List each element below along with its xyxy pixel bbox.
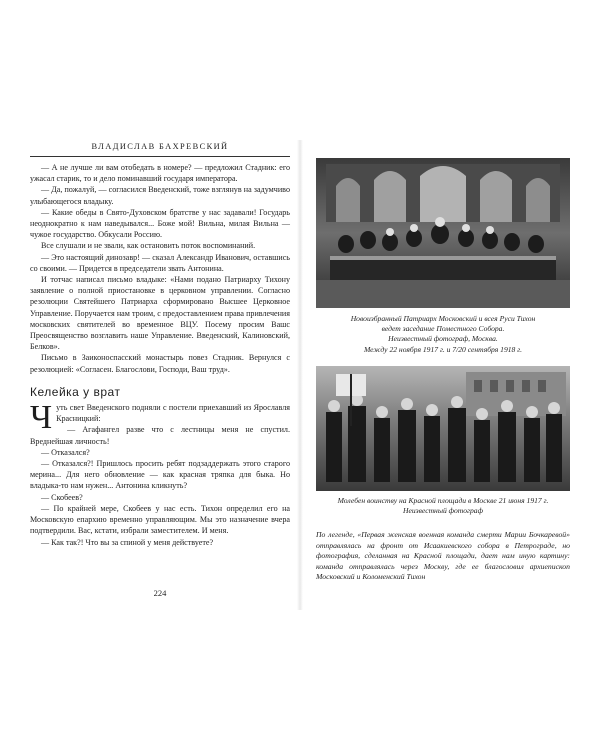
caption-line: ведет заседание Поместного Собора. xyxy=(381,324,505,334)
first-paragraph-text: уть свет Введенского подняли с постели приехавший из Ярославля Красницкий: xyxy=(56,403,290,424)
caption-line: Молебен воинству на Красной площади в Москве 21 июня 1917 г. xyxy=(337,496,549,505)
caption-line: Между 22 ноября 1917 г. и 7/20 сентября 1918 г. xyxy=(363,344,523,354)
red-square-moleben-photo xyxy=(316,366,570,491)
paragraph: — Агафангел разве что с лестницы меня не спустил. Вреднейшая личность! xyxy=(30,425,290,446)
running-head: ВЛАДИСЛАВ БАХРЕВСКИЙ xyxy=(30,140,290,157)
book-gutter xyxy=(297,140,303,610)
paragraph: — Скобеев? xyxy=(41,492,83,502)
photo-caption-1 xyxy=(312,314,574,355)
paragraph: Все слушали и не звали, как остановить поток воспоминаний. xyxy=(41,241,256,251)
chapter-title: Келейка у врат xyxy=(30,384,121,399)
left-text-column xyxy=(30,162,290,548)
left-page xyxy=(30,140,290,610)
page-number: 224 xyxy=(153,588,167,598)
photo-caption-2 xyxy=(312,496,574,516)
paragraph: — Отказался?! Пришлось просить ребят подзаддержать этого старого мерина... Для него обновление — как красная тряпка для быка. Но владыка-то нам нужен... Антонина кликнуть? xyxy=(30,459,290,491)
paragraph: И тотчас написал письмо владыке: «Нами подано Патриарху Тихону заявление о полной приостановке в церковном управлении. Согласно резолюции Святейшего Патриарха сформировано Высшее Церковное Управление. Поручается нам троим, с предоставлением права привлечения московских святителей во временное ВЦУ. Посему просим Вашс Преосвященство возглавить наше Управление. Введенский, Калиновский, Белков». xyxy=(30,275,290,352)
paragraph: — А не лучше ли вам отобедать в номере? — предложил Стадник: его ужасал старик, то и дело поминавший государя императора. xyxy=(30,163,290,184)
right-page xyxy=(312,158,574,610)
caption-line: Неизвестный фотограф, Москва. xyxy=(388,334,498,344)
paragraph: — Отказался? xyxy=(41,447,90,457)
drop-cap: Ч xyxy=(30,399,53,437)
paragraph: — Да, пожалуй, — согласился Введенский, тоже взглянув на задумчиво улыбающегося владыку. xyxy=(30,185,290,206)
council-meeting-photo xyxy=(316,158,570,308)
caption-line: Неизвестный фотограф xyxy=(403,506,483,516)
paragraph: — По крайней мере, Скобеев у нас есть. Тихон определил его на Московскую епархию временно управляющим. Мы это назначение вчера подтвердили. Вас, кстати, избрали заместителем. И меня. xyxy=(30,503,290,536)
paragraph: — Какие обеды в Свято-Духовском братстве у нас задавали! Государь неоднократно к нам наведывался... Боже мой! Вильна, милая Вильна — чужое государство. Обкусали Россию. xyxy=(30,207,290,240)
paragraph: — Это настоящий динозавр! — сказал Александр Иванович, оставшись со своими. — Придется в председатели звать Антонина. xyxy=(30,252,290,273)
legend-note: По легенде, «Первая женская военная команда смерти Марии Бочкаревой» отправлялась на фронт от Исаакиевского собора в Петрограде, но фотография, сделанная на Красной площади, дает нам иную картину: команда отправлялась через Москву, где ее благословил архиепископ Московский и Коломенский Тихон xyxy=(316,530,570,582)
caption-line: Новоизбранный Патриарх Московский и всея Руси Тихон xyxy=(350,314,536,323)
paragraph: Письмо в Заиконоспасский монастырь повез Стадник. Вернулся с резолюцией: «Согласен. Благослови, Господи, Ваш труд». xyxy=(30,353,290,374)
paragraph: — Как так?! Что вы за спиной у меня действуете? xyxy=(41,537,214,547)
